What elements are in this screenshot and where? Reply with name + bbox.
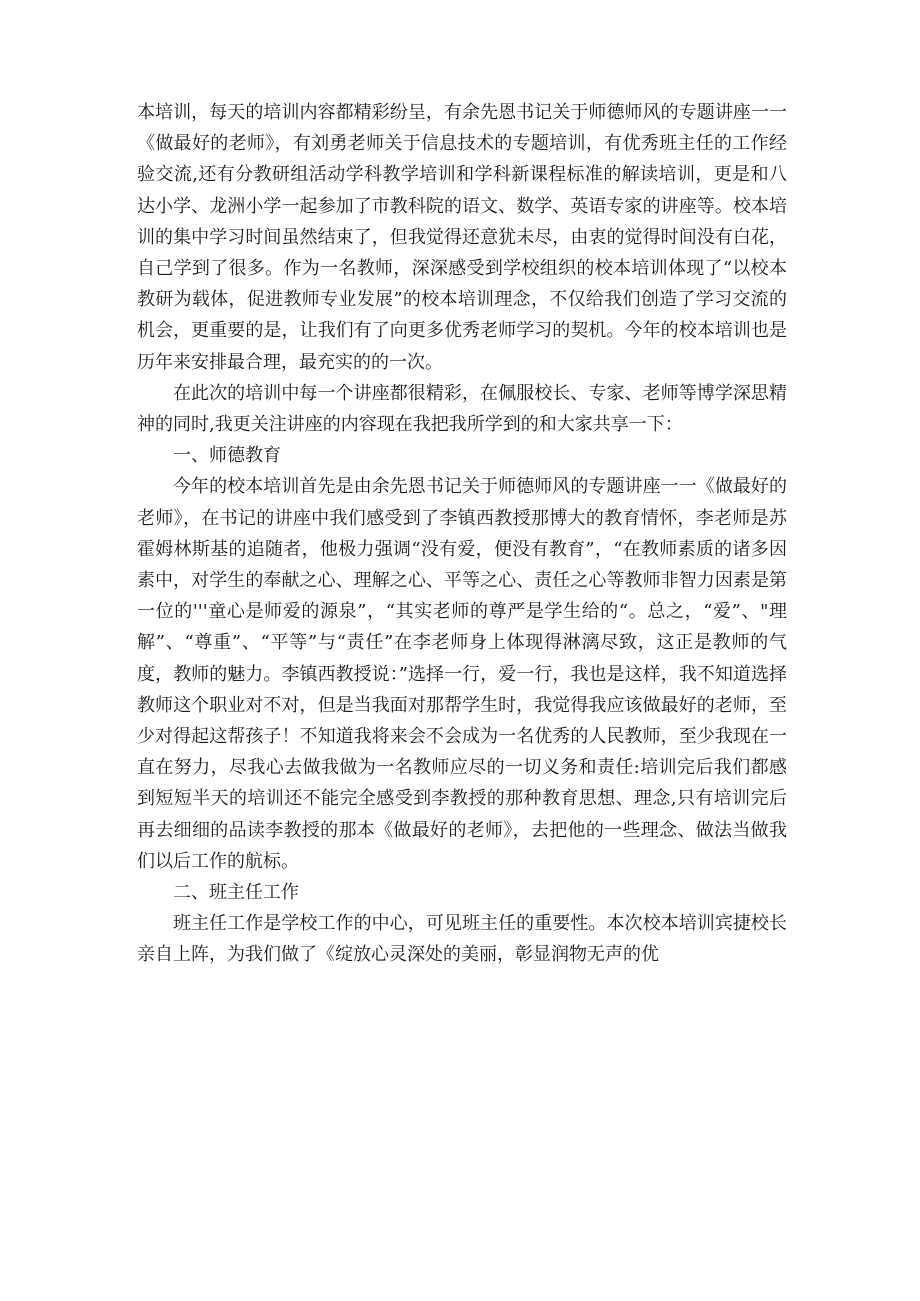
paragraph-continuation: 本培训，每天的培训内容都精彩纷呈，有余先恩书记关于师德师风的专题讲座一一《做最好的老师》，有刘勇老师关于信息技术的专题培训，有优秀班主任的工作经验交流,还有分教研组活动学科教学培训和学科新课程标准的解读培训，更是和八达小学、龙洲小学一起参加了市教科院的语文、数学、英语专家的讲座等。校本培训的集中学习时间虽然结束了，但我觉得还意犹未尽，由衷的觉得时间没有白花，自己学到了很多。作为一名教师，深深感受到学校组织的校本培训体现了“以校本教研为载体，促进教师专业发展”的校本培训理念，不仅给我们创造了学习交流的机会，更重要的是，让我们有了向更多优秀老师学习的契机。今年的校本培训也是历年来安排最合理，最充实的的一次。 xyxy=(137,102,787,373)
paragraph-training-lectures: 在此次的培训中每一个讲座都很精彩，在佩服校长、专家、老师等博学深思精神的同时,我更关注讲座的内容现在我把我所学到的和大家共享一下： xyxy=(137,382,787,436)
paragraph-head-teacher-work: 班主任工作是学校工作的中心，可见班主任的重要性。本次校本培训宾捷校长亲自上阵，为我们做了《绽放心灵深处的美丽，彰显润物无声的优 xyxy=(137,913,787,966)
section-heading-head-teacher: 二、班主任工作 xyxy=(173,882,299,904)
paragraph-ethics-education: 今年的校本培训首先是由余先恩书记关于师德师风的专题讲座一一《做最好的老师》，在书记的讲座中我们感受到了李镇西教授那博大的教育情怀，李老师是苏霍姆林斯基的追随者，他极力强调“没有爱，便没有教育”，“在教师素质的诸多因素中，对学生的奉献之心、理解之心、平等之心、责任之心等教师非智力因素是第一位的'''童心是师爱的源泉”，“其实老师的尊严是学生给的“。总之，“爱”、"理解”、“尊重”、“平等”与“责任”在李老师身上体现得淋漓尽致，这正是教师的气度，教师的魅力。李镇西教授说：”选择一行，爱一行，我也是这样，我不知道选择教师这个职业对不对，但是当我面对那帮学生时，我觉得我应该做最好的老师，至少对得起这帮孩子！不知道我将来会不会成为一名优秀的人民教师，至少我现在一直在努力，尽我心去做我做为一名教师应尽的一切义务和责任:培训完后我们都感到短短半天的培训还不能完全感受到李教授的那种教育思想、理念,只有培训完后再去细细的品读李教授的那本《做最好的老师》，去把他的一些理念、做法当做我们以后工作的航标。 xyxy=(137,476,787,872)
document-body xyxy=(137,97,787,971)
section-heading-ethics: 一、师德教育 xyxy=(173,445,281,467)
